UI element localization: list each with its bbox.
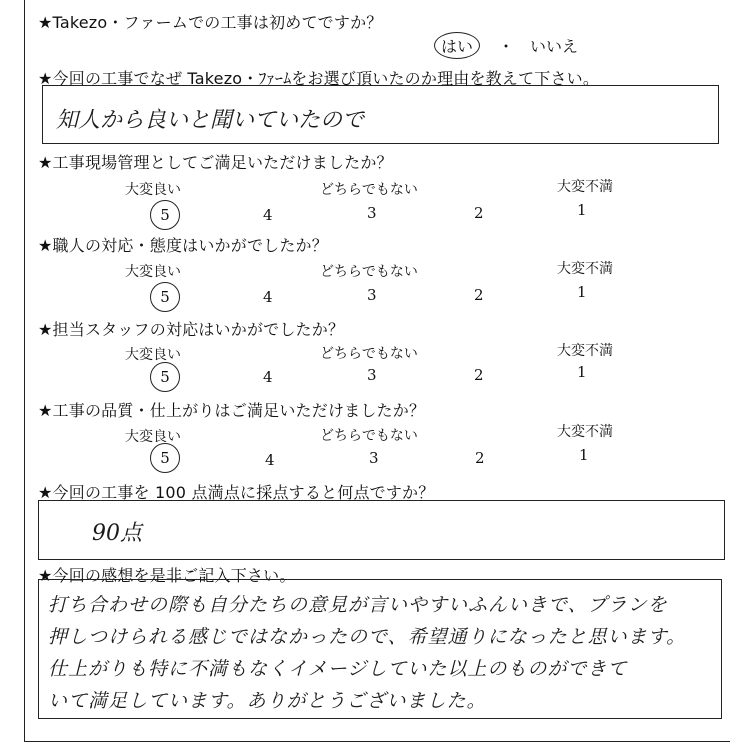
question-reason: ★今回の工事でなぜ Takezo・ﾌｧｰﾑをお選び頂いたのか理由を教えて下さい。 [38,69,600,88]
scale-best-label: 大変良い [125,182,181,198]
question-craftsman-attitude: ★職人の対応・態度はいかがでしたか？ [38,236,328,255]
rating-1[interactable]: 1 [579,446,589,464]
rating-1[interactable]: 1 [577,201,587,219]
question-staff-response: ★担当スタッフの対応はいかがでしたか？ [38,320,345,339]
scale-best-label: 大変良い [125,264,181,280]
rating-1[interactable]: 1 [577,283,587,301]
scale-best-label: 大変良い [125,429,181,445]
scale-neutral-label: どちらでもない [320,182,418,198]
question-first-time: ★Takezo・ファームでの工事は初めてですか？ [38,13,383,32]
rating-2[interactable]: 2 [474,366,484,384]
reason-handwritten-answer: 知人から良いと聞いていたので [56,108,365,133]
rating-4[interactable]: 4 [265,451,275,469]
rating-3[interactable]: 3 [369,449,379,467]
first-time-choice [434,32,578,59]
rating-5-selected[interactable]: 5 [150,200,180,230]
rating-5-selected[interactable]: 5 [150,282,180,312]
question-comments: ★今回の感想を是非ご記入下さい。 [38,566,296,585]
rating-5-selected[interactable]: 5 [150,443,180,473]
rating-2[interactable]: 2 [474,204,484,222]
rating-3[interactable]: 3 [367,286,377,304]
rating-5-selected[interactable]: 5 [150,362,180,392]
comment-line: 押しつけられる感じではなかったので、希望通りになったと思います。 [48,626,687,648]
rating-3[interactable]: 3 [367,204,377,222]
rating-1[interactable]: 1 [577,363,587,381]
question-site-management: ★工事現場管理としてご満足いただけましたか？ [38,153,393,172]
scale-neutral-label: どちらでもない [320,264,418,280]
scale-worst-label: 大変不満 [557,261,613,277]
scale-best-label: 大変良い [125,347,181,363]
yes-option-circled[interactable]: はい [434,32,480,59]
rating-3[interactable]: 3 [367,366,377,384]
rating-4[interactable]: 4 [263,206,273,224]
comment-line: 仕上がりも特に不満もなくイメージしていた以上のものができて [48,658,628,680]
rating-4[interactable]: 4 [263,288,273,306]
no-option[interactable]: いいえ [530,37,579,56]
scale-worst-label: 大変不満 [557,343,613,359]
score-handwritten-answer: 90点 [92,521,142,546]
choice-separator: ・ [498,37,515,56]
scale-worst-label: 大変不満 [557,179,613,195]
rating-2[interactable]: 2 [475,449,485,467]
scale-worst-label: 大変不満 [557,424,613,440]
rating-4[interactable]: 4 [263,368,273,386]
comment-line: いて満足しています。ありがとうございました。 [48,690,487,712]
question-quality-finish: ★工事の品質・仕上がりはご満足いただけましたか？ [38,401,426,420]
comment-line: 打ち合わせの際も自分たちの意見が言いやすいふんいきで、プランを [48,594,668,616]
rating-2[interactable]: 2 [474,286,484,304]
scale-neutral-label: どちらでもない [320,428,418,444]
question-score: ★今回の工事を 100 点満点に採点すると何点ですか？ [38,483,435,502]
scale-neutral-label: どちらでもない [320,346,418,362]
